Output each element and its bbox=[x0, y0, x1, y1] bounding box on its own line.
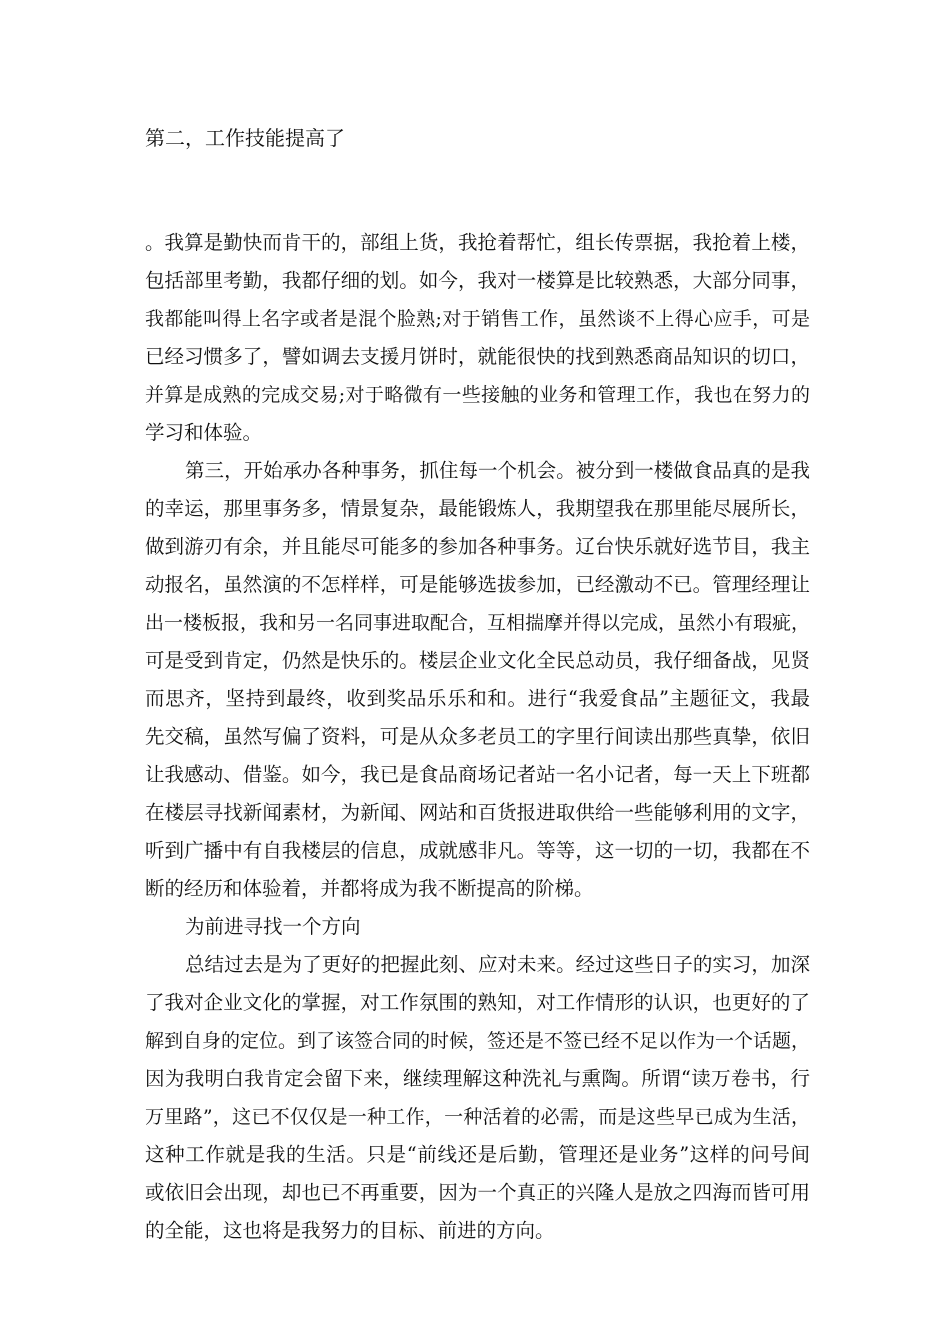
text-line: 做到游刃有余，并且能尽可能多的参加各种事务。辽台快乐就好选节目，我主 bbox=[145, 535, 810, 558]
text-line: 可是受到肯定，仍然是快乐的。楼层企业文化全民总动员，我仔细备战，见贤 bbox=[145, 649, 810, 672]
text-line: 断的经历和体验着，并都将成为我不断提高的阶梯。 bbox=[145, 877, 594, 900]
text-line: 的幸运，那里事务多，情景复杂，最能锻炼人，我期望我在那里能尽展所长， bbox=[145, 497, 810, 520]
text-line: 这种工作就是我的生活。只是“前线还是后勤，管理还是业务”这样的问号间 bbox=[145, 1143, 810, 1166]
text-line: 的全能，这也将是我努力的目标、前进的方向。 bbox=[145, 1219, 555, 1242]
text-line: 解到自身的定位。到了该签合同的时候，签还是不签已经不足以作为一个话题， bbox=[145, 1030, 811, 1052]
text-line: 出一楼板报，我和另一名同事进取配合，互相揣摩并得以完成，虽然小有瑕疵， bbox=[145, 612, 811, 634]
text-line: 动报名，虽然演的不怎样样，可是能够选拔参加，已经激动不已。管理经理让 bbox=[145, 573, 810, 596]
text-line: 在楼层寻找新闻素材，为新闻、网站和百货报进取供给一些能够利用的文字， bbox=[145, 801, 810, 824]
text-line: 已经习惯多了，譬如调去支援月饼时，就能很快的找到熟悉商品知识的切口， bbox=[145, 345, 810, 368]
text-line: 而思齐，坚持到最终，收到奖品乐乐和和。进行“我爱食品”主题征文，我最 bbox=[145, 687, 810, 710]
text-line: 为前进寻找一个方向 bbox=[185, 915, 361, 938]
text-line: 听到广播中有自我楼层的信息，成就感非凡。等等，这一切的一切，我都在不 bbox=[145, 839, 810, 862]
text-line: 我都能叫得上名字或者是混个脸熟;对于销售工作，虽然谈不上得心应手，可是 bbox=[145, 308, 810, 330]
text-line: 并算是成熟的完成交易;对于略微有一些接触的业务和管理工作，我也在努力的 bbox=[145, 384, 810, 406]
text-line: 让我感动、借鉴。如今，我已是食品商场记者站一名小记者，每一天上下班都 bbox=[145, 763, 810, 786]
text-line: 或依旧会出现，却也已不再重要，因为一个真正的兴隆人是放之四海而皆可用 bbox=[145, 1181, 810, 1204]
document-body bbox=[145, 224, 810, 1250]
text-line: 学习和体验。 bbox=[145, 421, 263, 444]
section-heading: 第二，工作技能提高了 bbox=[145, 126, 345, 150]
text-line: 了我对企业文化的掌握，对工作氛围的熟知，对工作情形的认识，也更好的了 bbox=[145, 991, 810, 1014]
text-line: 第三，开始承办各种事务，抓住每一个机会。被分到一楼做食品真的是我 bbox=[185, 459, 810, 482]
text-line: 万里路”，这已不仅仅是一种工作，一种活着的必需，而是这些早已成为生活， bbox=[145, 1106, 810, 1128]
text-line: 因为我明白我肯定会留下来，继续理解这种洗礼与熏陶。所谓“读万卷书，行 bbox=[145, 1067, 810, 1090]
text-line: 。我算是勤快而肯干的，部组上货，我抢着帮忙，组长传票据，我抢着上楼， bbox=[145, 231, 810, 254]
text-line: 包括部里考勤，我都仔细的划。如今，我对一楼算是比较熟悉，大部分同事， bbox=[145, 269, 810, 292]
text-line: 总结过去是为了更好的把握此刻、应对未来。经过这些日子的实习，加深 bbox=[185, 953, 810, 976]
text-line: 先交稿，虽然写偏了资料，可是从众多老员工的字里行间读出那些真挚，依旧 bbox=[145, 725, 810, 748]
